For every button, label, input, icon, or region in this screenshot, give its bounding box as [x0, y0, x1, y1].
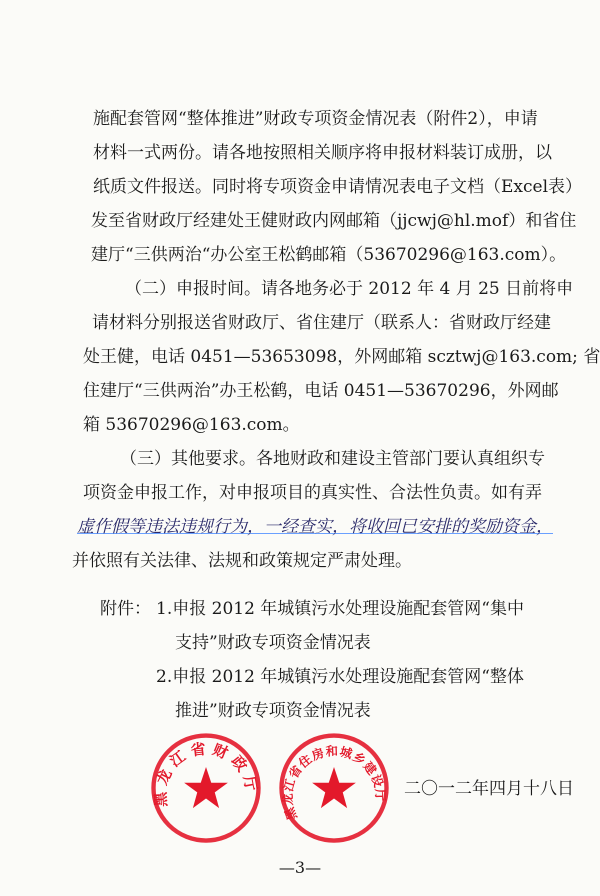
body-line: 施配套管网“整体推进”财政专项资金情况表（附件2），申请: [93, 109, 538, 129]
attachment-item: 2.申报 2012 年城镇污水处理设施配套管网“整体: [156, 667, 524, 687]
body-line: 建厅“三供两治“办公室王松鹤邮箱（53670296@163.com）。: [91, 245, 567, 265]
body-line: 并依照有关法律、法规和政策规定严肃处理。: [72, 551, 412, 571]
attachment-item: 支持”财政专项资金情况表: [175, 633, 371, 653]
body-line: 项资金申报工作，对申报项目的真实性、合法性负责。如有弄: [83, 483, 542, 503]
svg-text:黑龙江省财政厅: 黑龙江省财政厅: [151, 739, 262, 808]
body-line: 处王健，电话 0451—53653098，外网邮箱 scztwj@163.com; 省: [83, 347, 600, 367]
body-line: 请材料分别报送省财政厅、省住建厅（联系人：省财政厅经建: [92, 313, 551, 333]
page-number: —3—: [278, 858, 322, 877]
housing-department-seal: [278, 732, 390, 844]
body-line: 虚作假等违法违规行为，一经查实，将收回已安排的奖励资金，: [77, 517, 553, 537]
finance-department-seal: [150, 732, 262, 844]
body-line: 材料一式两份。请各地按照相关顺序将申报材料装订成册，以: [93, 143, 552, 163]
attachment-item: 1.申报 2012 年城镇污水处理设施配套管网“集中: [156, 599, 524, 619]
attachments-label: 附件：: [100, 599, 151, 619]
svg-text:黑龙江省住房和城乡建设厅: 黑龙江省住房和城乡建设厅: [280, 744, 388, 822]
document-date: 二〇一二年四月十八日: [404, 779, 574, 799]
attachment-item: 推进”财政专项资金情况表: [175, 701, 371, 721]
section-heading-line: （二）申报时间。请各地务必于 2012 年 4 月 25 日前将申: [125, 279, 574, 299]
star-icon: [184, 767, 228, 808]
body-line: 发至省财政厅经建处王健财政内网邮箱（jjcwj@hl.mof）和省住: [91, 211, 577, 231]
body-line: 住建厅“三供两治”办王松鹤，电话 0451—53670296，外网邮: [83, 381, 559, 401]
body-line: 纸质文件报送。同时将专项资金申请情况表电子文档（Excel表）: [93, 177, 583, 197]
star-icon: [312, 767, 356, 808]
section-heading-line: （三）其他要求。各地财政和建设主管部门要认真组织专: [120, 449, 545, 469]
body-line: 箱 53670296@163.com。: [83, 415, 300, 435]
